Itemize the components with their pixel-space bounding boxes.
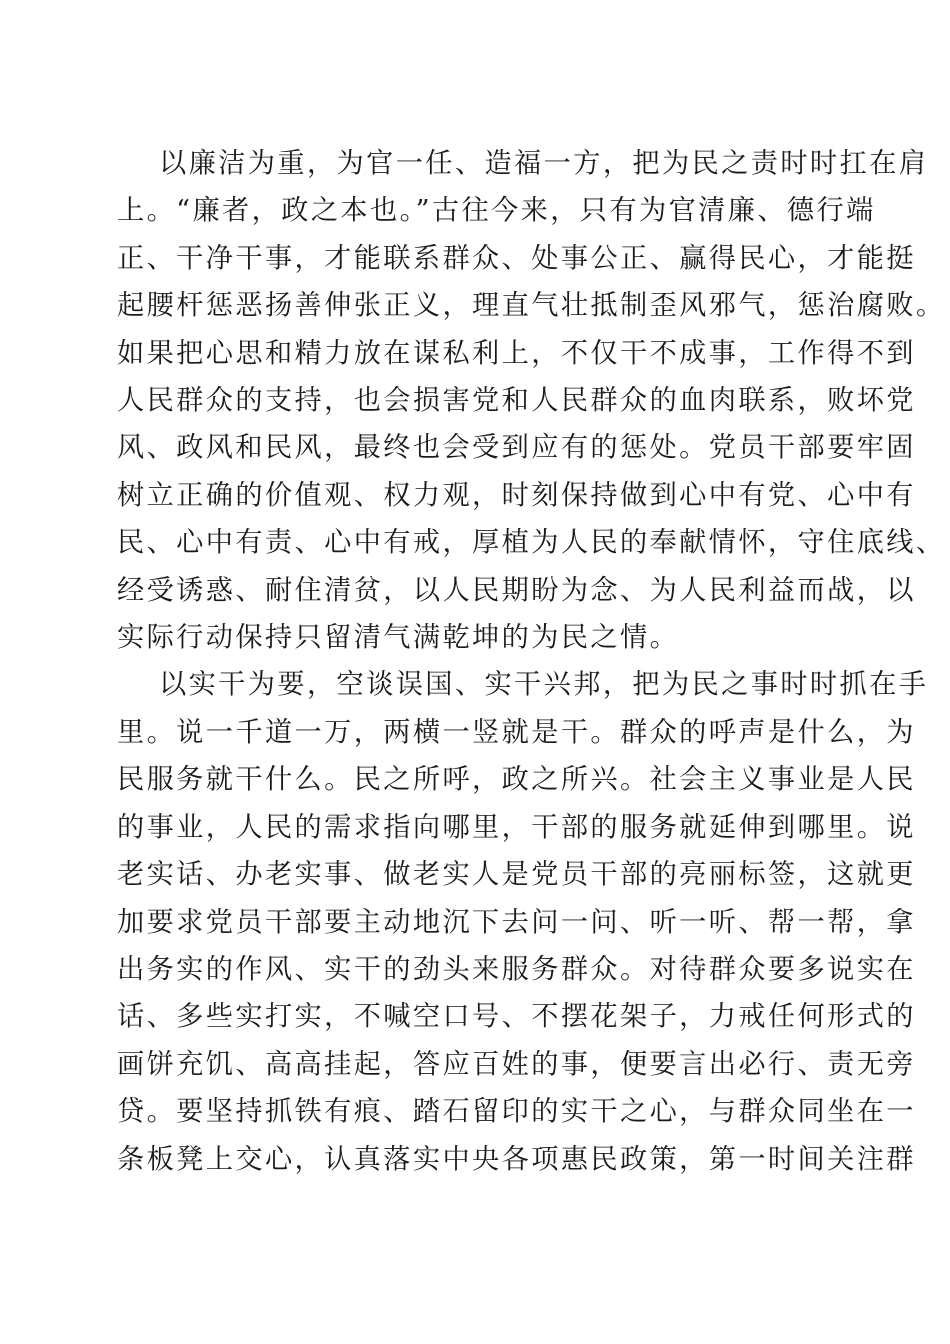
text-line: 风、政风和民风，最终也会受到应有的惩处。党员干部要牢固 xyxy=(117,432,916,464)
text-line: 的事业，人民的需求指向哪里，干部的服务就延伸到哪里。说 xyxy=(117,811,916,843)
text-line: 里。说一千道一万，两横一竖就是干。群众的呼声是什么，为 xyxy=(117,716,916,748)
text-line: 树立正确的价值观、权力观，时刻保持做到心中有党、心中有 xyxy=(117,479,916,511)
text-line: 如果把心思和精力放在谋私利上，不仅干不成事，工作得不到 xyxy=(117,337,916,369)
text-line: 民、心中有责、心中有戒，厚植为人民的奉献情怀，守住底线、 xyxy=(117,527,946,559)
paragraph-integrity xyxy=(117,140,946,661)
text-line: 上。“廉者，政之本也。”古往今来，只有为官清廉、德行端 xyxy=(117,195,876,227)
text-line: 以实干为要，空谈误国、实干兴邦，把为民之事时时抓在手 xyxy=(159,669,929,701)
text-line: 话、多些实打实，不喊空口号、不摆花架子，力戒任何形式的 xyxy=(117,1001,916,1033)
text-line: 经受诱惑、耐住清贫，以人民期盼为念、为人民利益而战，以 xyxy=(117,574,916,606)
text-line: 加要求党员干部要主动地沉下去问一问、听一听、帮一帮，拿 xyxy=(117,906,916,938)
text-line: 实际行动保持只留清气满乾坤的为民之情。 xyxy=(117,622,680,654)
text-line: 条板凳上交心，认真落实中央各项惠民政策，第一时间关注群 xyxy=(117,1143,916,1175)
text-line: 以廉洁为重，为官一任、造福一方，把为民之责时时扛在肩 xyxy=(159,148,929,179)
text-line: 画饼充饥、高高挂起，答应百姓的事，便要言出必行、责无旁 xyxy=(117,1048,916,1080)
paragraph-practical-work xyxy=(117,661,929,1182)
text-line: 出务实的作风、实干的劲头来服务群众。对待群众要多说实在 xyxy=(117,953,916,985)
text-line: 正、干净干事，才能联系群众、处事公正、赢得民心，才能挺 xyxy=(117,242,916,274)
body-text xyxy=(117,140,946,1183)
text-line: 老实话、办老实事、做老实人是党员干部的亮丽标签，这就更 xyxy=(117,859,916,891)
text-line: 民服务就干什么。民之所呼，政之所兴。社会主义事业是人民 xyxy=(117,764,916,796)
text-line: 贷。要坚持抓铁有痕、踏石留印的实干之心，与群众同坐在一 xyxy=(117,1096,916,1128)
text-line: 人民群众的支持，也会损害党和人民群众的血肉联系，败坏党 xyxy=(117,385,916,417)
text-line: 起腰杆惩恶扬善伸张正义，理直气壮抵制歪风邪气，惩治腐败。 xyxy=(117,290,946,322)
